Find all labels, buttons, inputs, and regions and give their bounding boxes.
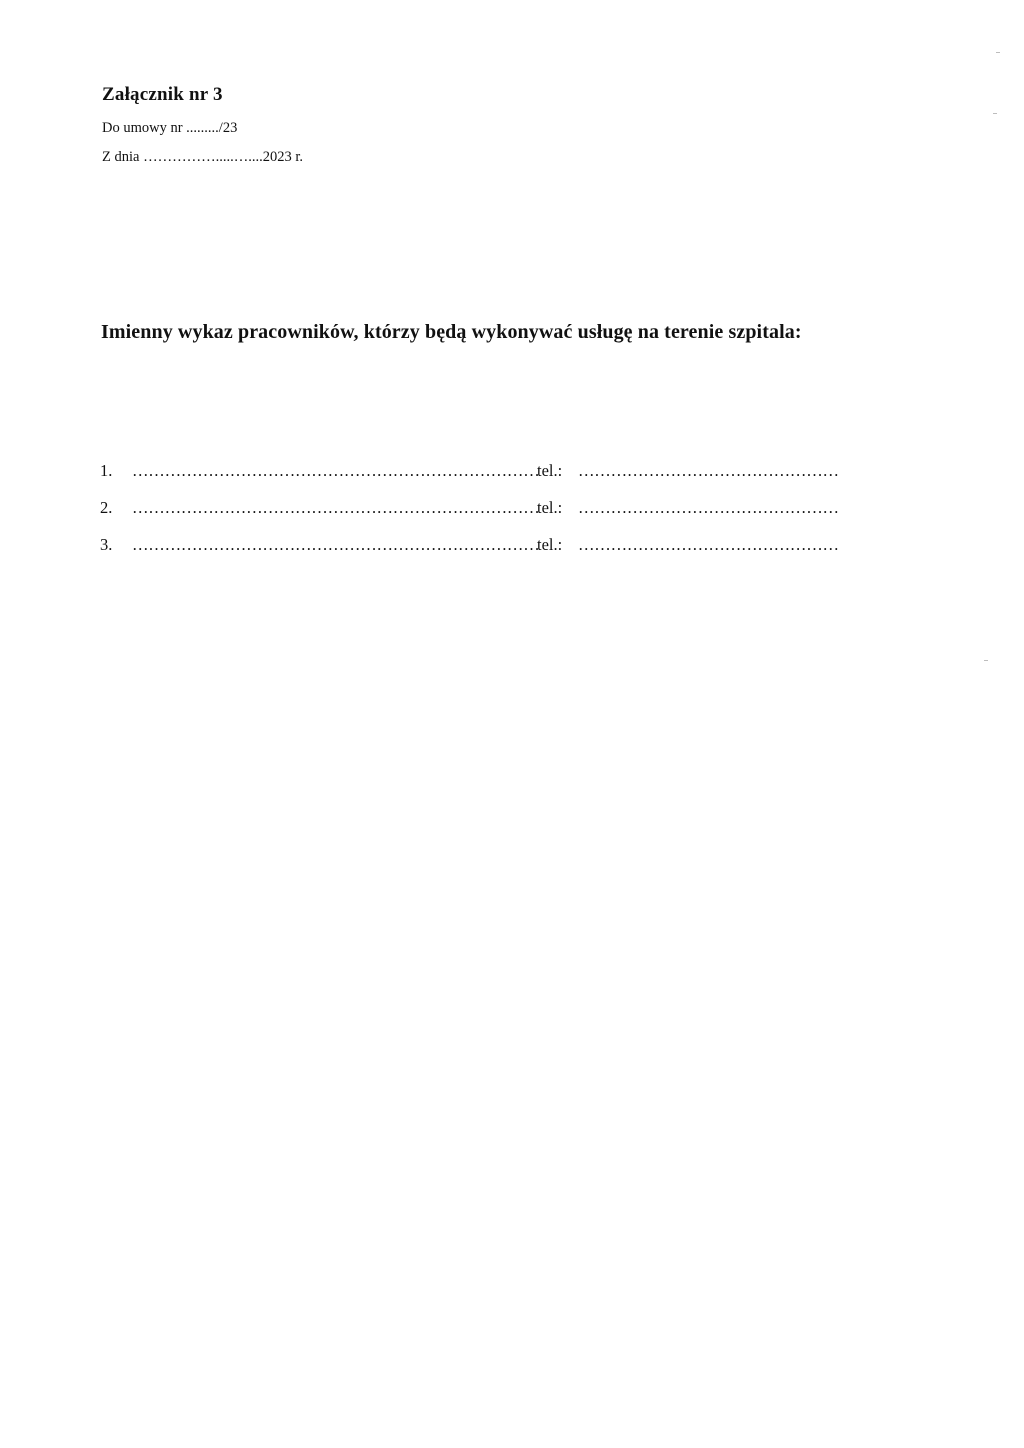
scan-speck: [996, 52, 1000, 53]
phone-field: …………………………………………: [578, 461, 839, 480]
list-item: [100, 498, 839, 535]
employee-list-heading: Imienny wykaz pracowników, którzy będą wykonywać usługę na terenie szpitala:: [101, 321, 802, 343]
phone-field: …………………………………………: [578, 498, 839, 517]
phone-label: tel.:: [537, 461, 563, 480]
scan-speck: [993, 113, 997, 114]
employee-list: [100, 461, 839, 572]
phone-label: tel.:: [537, 535, 563, 554]
list-item-number: 2.: [100, 498, 113, 517]
phone-field: …………………………………………: [578, 535, 839, 554]
phone-label: tel.:: [537, 498, 563, 517]
list-item: [100, 461, 839, 498]
scan-speck: [984, 660, 988, 661]
employee-name-field: …………………………………………………………………: [132, 535, 540, 554]
contract-number-line: Do umowy nr ........./23: [102, 120, 238, 136]
list-item-number: 1.: [100, 461, 113, 480]
attachment-title: Załącznik nr 3: [102, 84, 223, 105]
list-item: [100, 535, 839, 572]
list-item-number: 3.: [100, 535, 113, 554]
contract-date-line: Z dnia …………….....…....2023 r.: [102, 149, 303, 165]
employee-name-field: …………………………………………………………………: [132, 498, 540, 517]
employee-name-field: …………………………………………………………………: [132, 461, 540, 480]
